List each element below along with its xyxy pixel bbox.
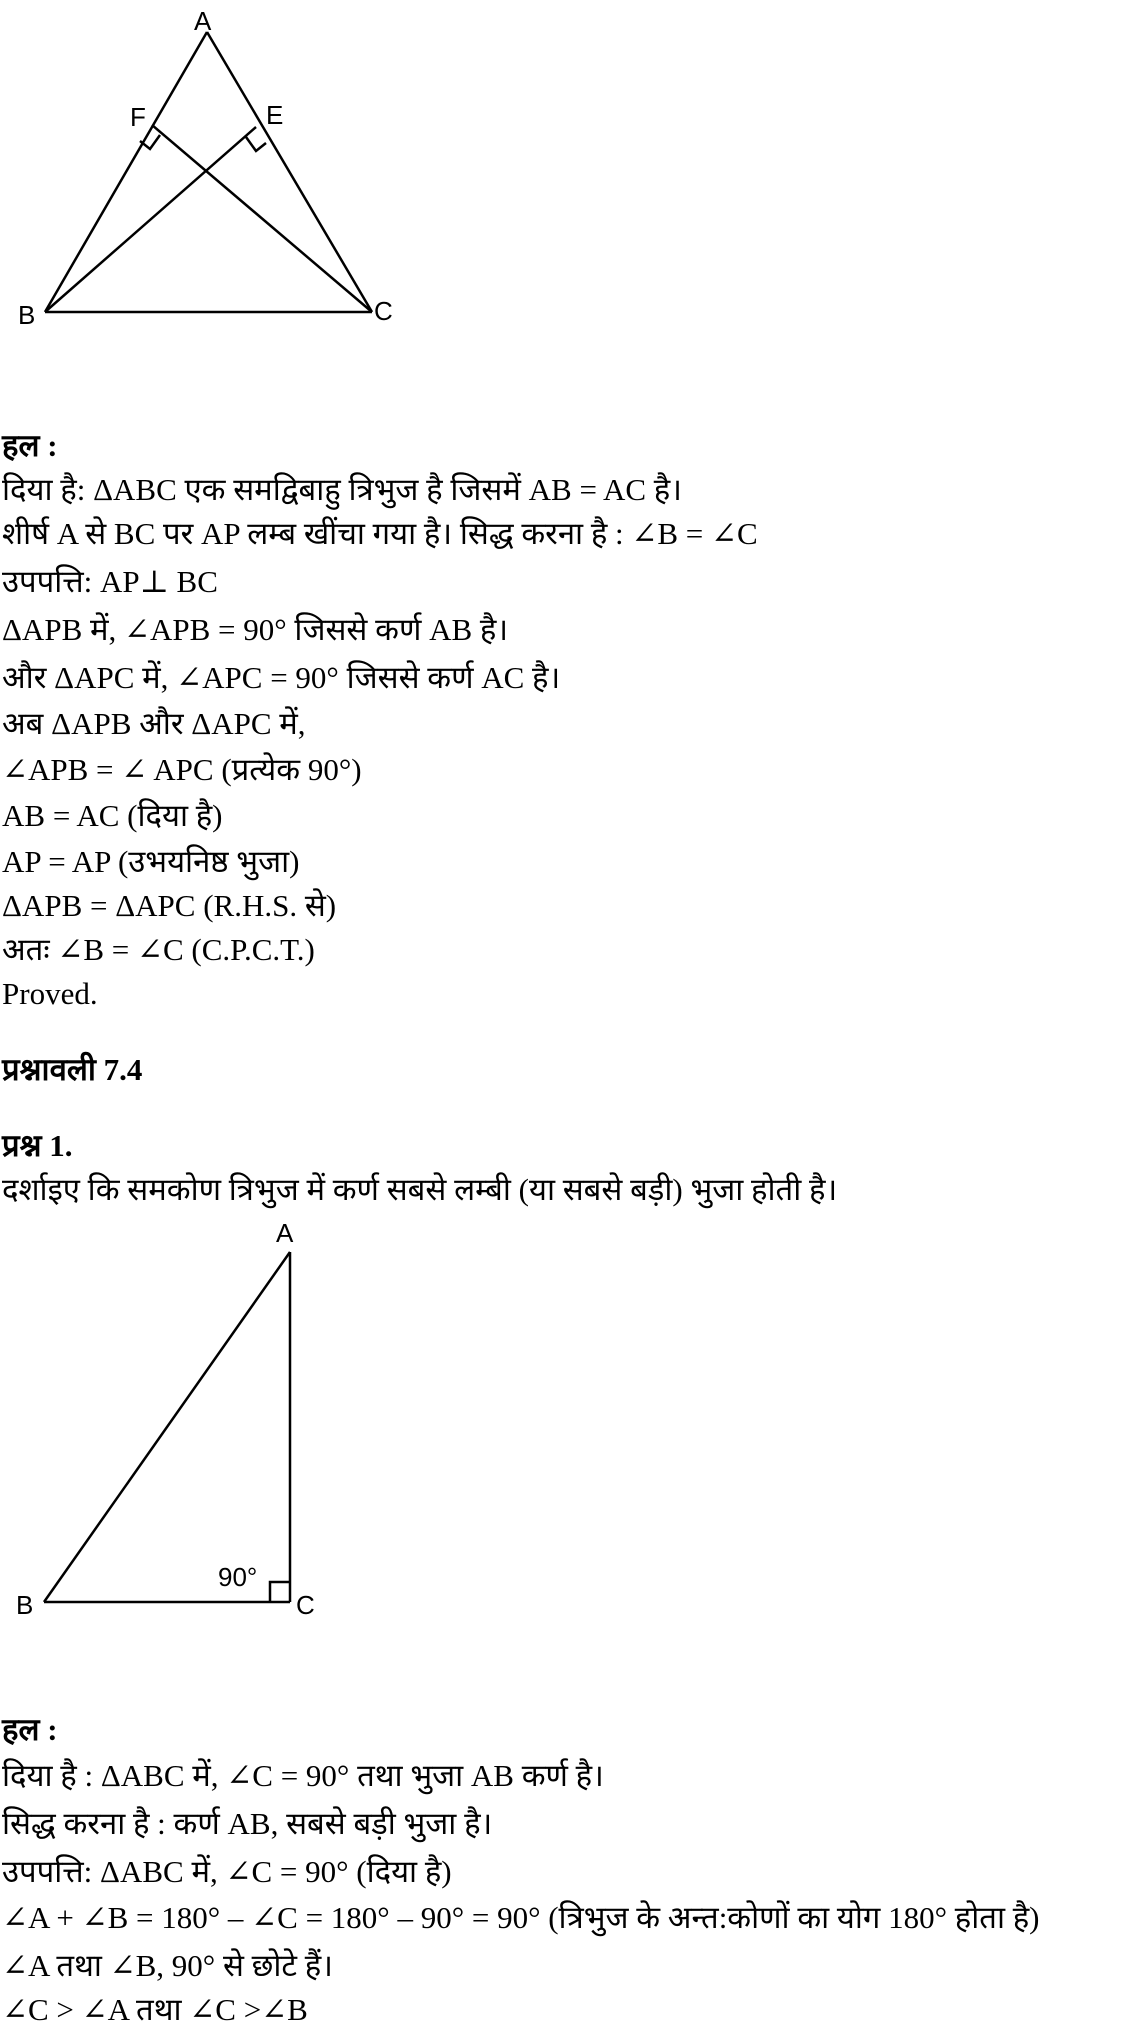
solution1-line: ΔAPB में, ∠APB = 90° जिससे कर्ण AB है।	[2, 612, 509, 647]
right-angle-mark-f	[140, 135, 160, 149]
label-c: C	[374, 296, 393, 326]
solution2-line: ∠A + ∠B = 180° – ∠C = 180° – 90° = 90° (त्रिभुज के अन्त:कोणों का योग 180° होता है)	[2, 1900, 1040, 1935]
label-a: A	[194, 6, 212, 36]
solution2-line: ∠C > ∠A तथा ∠C >∠B	[2, 1992, 308, 2027]
solution1-line: अब ΔAPB और ΔAPC में,	[2, 706, 306, 741]
label-b: B	[16, 1590, 34, 1620]
altitude-cf	[152, 125, 372, 312]
solution-heading-2: हल :	[2, 1712, 58, 1747]
figure-isosceles-triangle	[0, 0, 420, 340]
solution2-line: सिद्ध करना है : कर्ण AB, सबसे बड़ी भुजा है।	[2, 1806, 493, 1841]
altitude-be	[45, 127, 256, 312]
right-angle-mark-c	[270, 1582, 290, 1602]
label-b: B	[18, 300, 36, 330]
solution1-line: उपपत्ति: AP⊥ BC	[2, 564, 218, 599]
side-ac	[207, 32, 372, 312]
right-angle-mark-e	[246, 137, 266, 151]
solution1-line: AB = AC (दिया है)	[2, 798, 223, 833]
solution1-line: Proved.	[2, 976, 98, 1011]
solution-heading-1: हल :	[2, 428, 58, 463]
solution2-line: दिया है : ΔABC में, ∠C = 90° तथा भुजा AB कर्ण है।	[2, 1758, 604, 1793]
exercise-title: प्रश्नावली 7.4	[2, 1052, 143, 1087]
solution1-line: ΔAPB = ΔAPC (R.H.S. से)	[2, 888, 337, 923]
label-f: F	[130, 102, 146, 132]
solution1-line: और ΔAPC में, ∠APC = 90° जिससे कर्ण AC है।	[2, 660, 561, 695]
label-c: C	[296, 1590, 315, 1620]
question-text: दर्शाइए कि समकोण त्रिभुज में कर्ण सबसे लम्बी (या सबसे बड़ी) भुजा होती है।	[2, 1172, 838, 1207]
label-e: E	[266, 100, 284, 130]
solution1-line: दिया है: ΔABC एक समद्विबाहु त्रिभुज है जिसमें AB = AC है।	[2, 472, 683, 507]
side-ab	[44, 1252, 290, 1602]
solution1-line: शीर्ष A से BC पर AP लम्ब खींचा गया है। सिद्ध करना है : ∠B = ∠C	[2, 516, 758, 551]
label-a: A	[276, 1218, 294, 1248]
solution2-line: ∠A तथा ∠B, 90° से छोटे हैं।	[2, 1948, 334, 1983]
side-ab	[45, 32, 207, 312]
solution1-line: AP = AP (उभयनिष्ठ भुजा)	[2, 844, 300, 879]
solution1-line: ∠APB = ∠ APC (प्रत्येक 90°)	[2, 752, 362, 787]
question-label: प्रश्न 1.	[2, 1128, 73, 1163]
solution1-line: अतः ∠B = ∠C (C.P.C.T.)	[2, 932, 315, 967]
figure-right-triangle	[0, 1210, 360, 1630]
solution2-line: उपपत्ति: ΔABC में, ∠C = 90° (दिया है)	[2, 1854, 452, 1889]
angle-label: 90°	[218, 1562, 258, 1592]
